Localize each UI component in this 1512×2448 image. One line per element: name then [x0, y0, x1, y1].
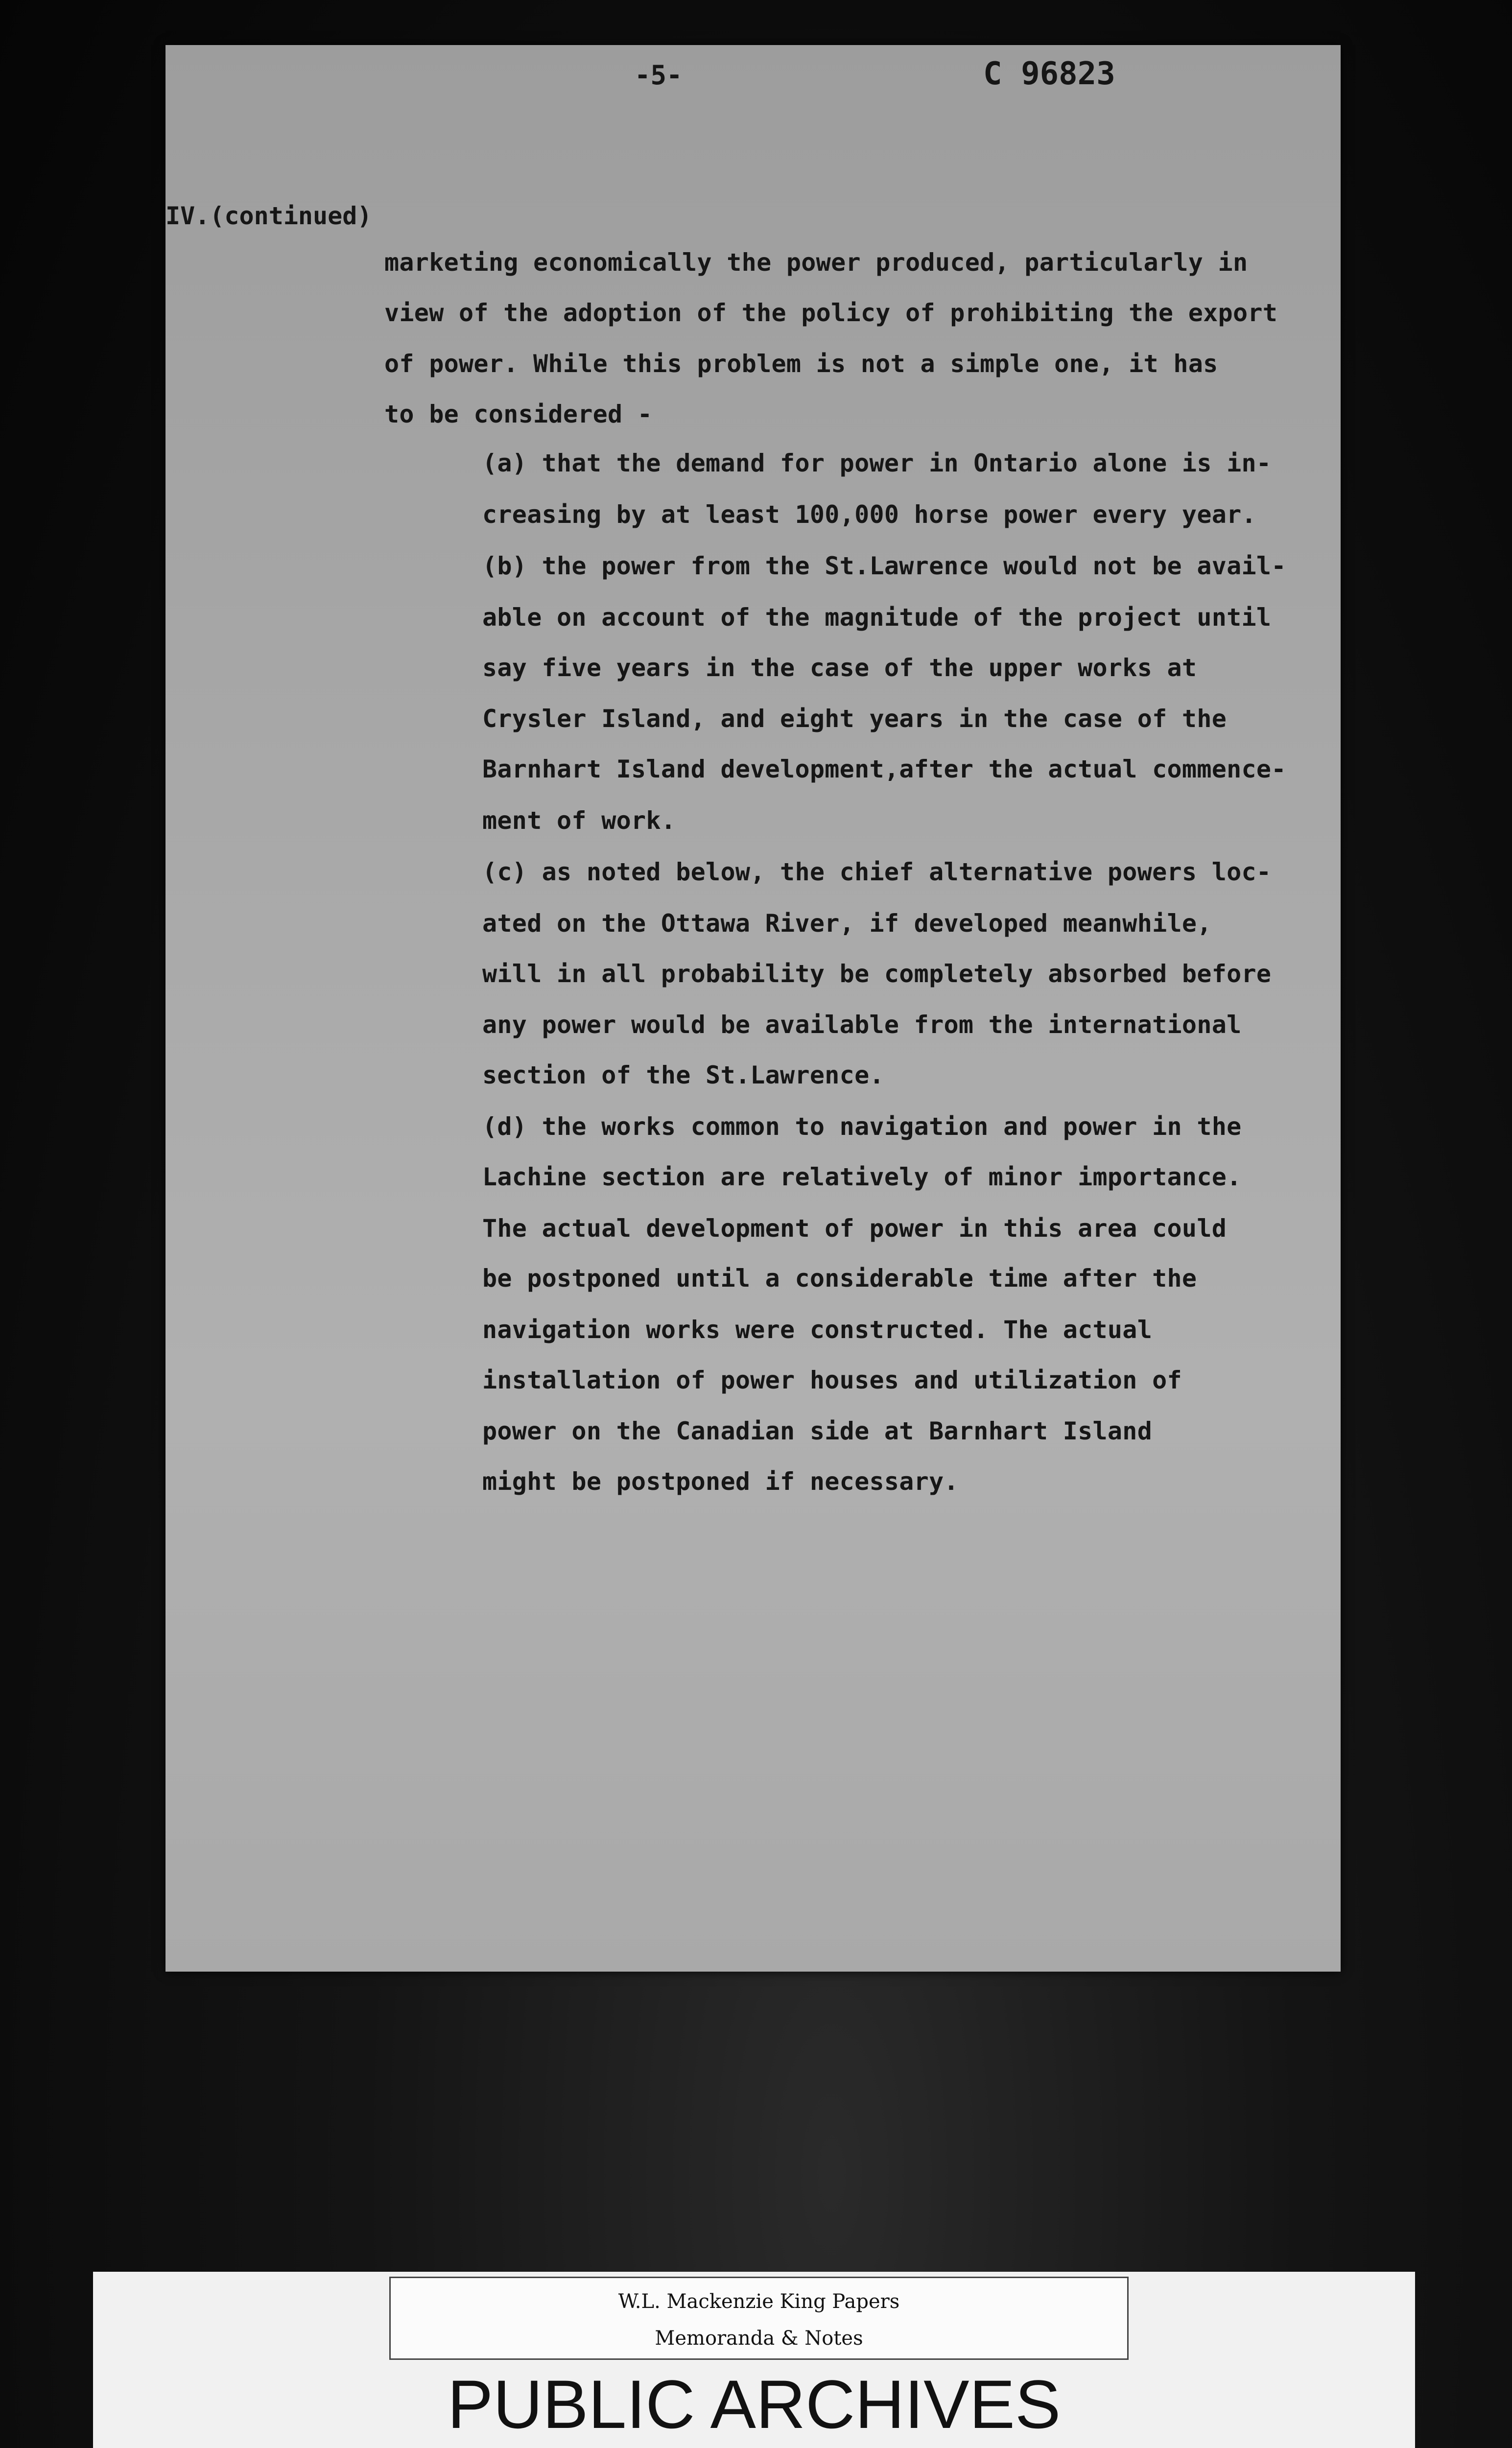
- list-item-line: installation of power houses and utilization of: [482, 1366, 1182, 1394]
- list-item-line: ment of work.: [482, 806, 676, 835]
- document-page: [165, 45, 1341, 1972]
- list-item-line: section of the St.Lawrence.: [482, 1061, 884, 1089]
- section-heading: IV.(continued): [165, 202, 372, 230]
- list-item-line: ated on the Ottawa River, if developed meanwhile,: [482, 909, 1212, 938]
- list-item-line: any power would be available from the international: [482, 1011, 1242, 1039]
- list-item-line: say five years in the case of the upper works at: [482, 654, 1197, 682]
- list-item-line: (a) that the demand for power in Ontario alone is in-: [482, 449, 1272, 477]
- paragraph-line: marketing economically the power produced, particularly in: [384, 248, 1248, 277]
- list-item-line: (b) the power from the St.Lawrence would not be avail-: [482, 552, 1286, 580]
- list-item-line: power on the Canadian side at Barnhart Island: [482, 1417, 1153, 1445]
- paragraph-line: view of the adoption of the policy of prohibiting the export: [384, 299, 1278, 327]
- list-item-line: able on account of the magnitude of the project until: [482, 603, 1272, 632]
- series-name: Memoranda & Notes: [655, 2327, 863, 2350]
- list-item-line: navigation works were constructed. The actual: [482, 1316, 1153, 1344]
- list-item-line: Crysler Island, and eight years in the case of the: [482, 705, 1227, 733]
- list-item-line: be postponed until a considerable time after the: [482, 1264, 1197, 1293]
- paragraph-line: of power. While this problem is not a simple one, it has: [384, 350, 1218, 378]
- list-item-line: Lachine section are relatively of minor importance.: [482, 1163, 1242, 1191]
- list-item-line: creasing by at least 100,000 horse power every year.: [482, 500, 1256, 529]
- list-item-line: The actual development of power in this area could: [482, 1214, 1227, 1243]
- list-item-line: might be postponed if necessary.: [482, 1467, 959, 1496]
- list-item-line: (c) as noted below, the chief alternative powers loc-: [482, 858, 1272, 886]
- page-number: -5-: [635, 60, 683, 91]
- paragraph-line: to be considered -: [384, 400, 653, 428]
- list-item-line: (d) the works common to navigation and power in the: [482, 1112, 1242, 1141]
- archive-label-card: [93, 2272, 1415, 2448]
- collection-name: W.L. Mackenzie King Papers: [618, 2290, 900, 2313]
- collection-tab: [389, 2277, 1129, 2360]
- list-item-line: Barnhart Island development,after the actual commence-: [482, 755, 1286, 783]
- document-code: C 96823: [983, 56, 1115, 92]
- list-item-line: will in all probability be completely absorbed before: [482, 960, 1272, 988]
- archive-title-english: PUBLIC ARCHIVES: [447, 2366, 1061, 2443]
